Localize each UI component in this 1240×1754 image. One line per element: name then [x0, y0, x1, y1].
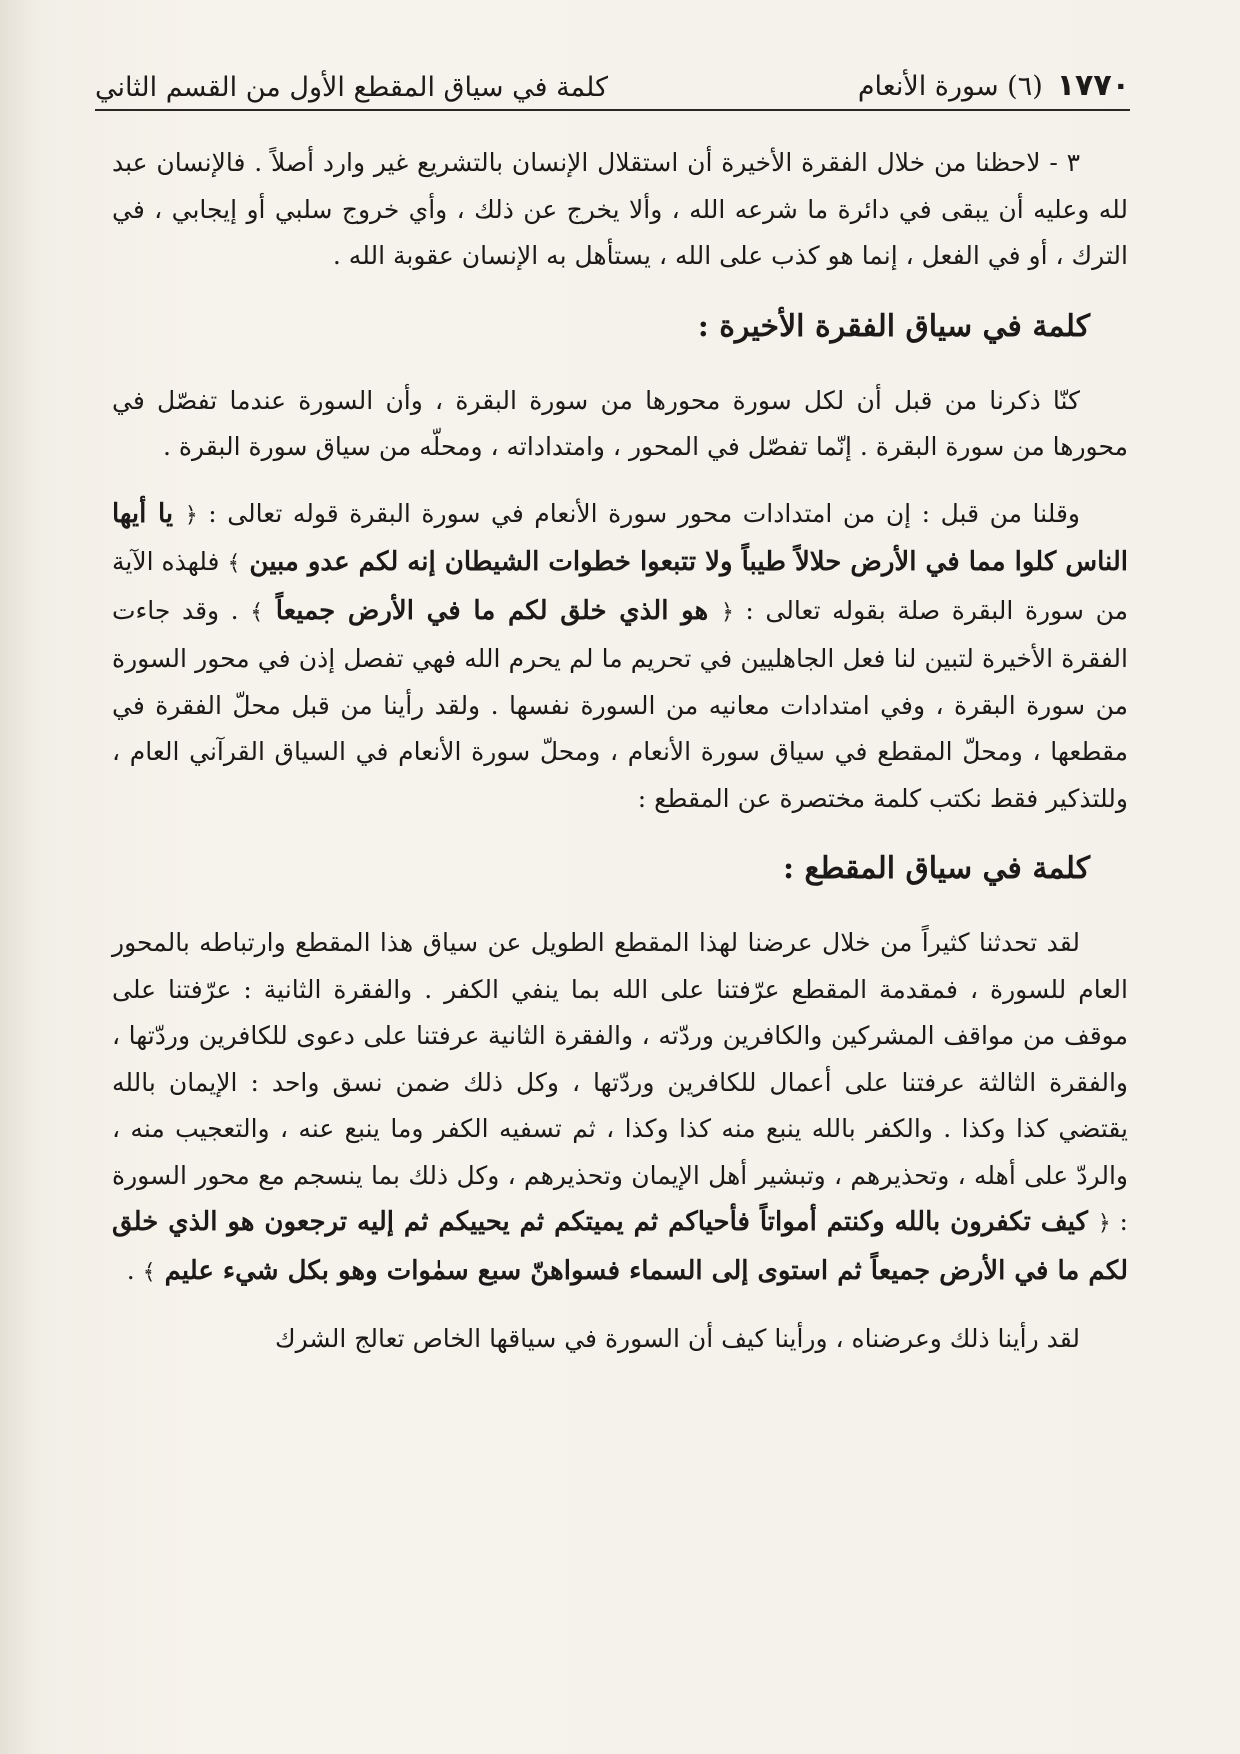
page-number: ١٧٧٠ [1056, 68, 1130, 103]
paragraph-3-text-2: فلهذه الآية من سورة البقرة صلة بقوله تعالى : [112, 547, 1128, 625]
quran-verse-2: هو الذي خلق لكم ما في الأرض جميعاً [263, 595, 721, 626]
header-page-info [858, 68, 1130, 103]
quran-open-bracket: ﴿ [720, 599, 734, 625]
quran-open-bracket: ﴿ [184, 502, 198, 528]
heading-section: كلمة في سياق المقطع : [782, 851, 1090, 886]
paragraph-3-text-1: وقلنا من قبل : إن من امتدادات محور سورة الأنعام في سورة البقرة قوله تعالى : [197, 498, 1080, 528]
heading-last-passage: كلمة في سياق الفقرة الأخيرة : [697, 308, 1090, 344]
page-body [112, 140, 1128, 1383]
paragraph-1: ٣ - لاحظنا من خلال الفقرة الأخيرة أن استقلال الإنسان بالتشريع غير وارد أصلاً . فالإنسان عبد لله وعليه أن يبقى في دائرة ما شرعه الله ، وألا يخرج عن ذلك ، وأي خروج سلبي أو إيجابي ، في الترك ، أو في الفعل ، إنما هو كذب على الله ، يستأهل به الإنسان عقوبة الله . [112, 148, 1128, 270]
quran-verse-3: كيف تكفرون بالله وكنتم أمواتاً فأحياكم ثم يميتكم ثم يحييكم ثم إليه ترجعون هو الذي خلق لكم ما في الأرض جميعاً ثم استوى إلى السماء فسواهنّ سبع سمٰوات وهو بكل شيء عليم [112, 1207, 1128, 1286]
paragraph-3 [112, 491, 1128, 823]
quran-open-bracket: ﴿ [1097, 1211, 1111, 1236]
paragraph-5: لقد رأينا ذلك وعرضناه ، ورأينا كيف أن السورة في سياقها الخاص تعالج الشرك [275, 1324, 1080, 1353]
running-header [95, 45, 1130, 111]
quran-close-bracket: ﴾ [142, 1259, 156, 1285]
paragraph-4-text-1: لقد تحدثنا كثيراً من خلال عرضنا لهذا المقطع الطويل عن سياق هذا المقطع وارتباطه بالمحور العام للسورة ، فمقدمة المقطع عرّفتنا على الله بما ينفي الكفر . والفقرة الثانية : عرّفتنا على موقف من مواقف المشركين والكافرين وردّته ، والفقرة الثانية عرفتنا على دعوى للكافرين وردّتها ، والفقرة الثالثة عرفتنا على أعمال للكافرين وردّتها ، وكل ذلك ضمن نسق واحد : الإيمان بالله يقتضي كذا وكذا . والكفر بالله ينبع منه كذا وكذا ، ثم تسفيه الكفر وما ينبع عنه ، والتعجيب منه ، والردّ على أهله ، وتحذيرهم ، وتبشير أهل الإيمان وتحذيرهم ، وكل ذلك بما ينسجم مع محور السورة : [112, 928, 1128, 1236]
paragraph-4-text-2: . [126, 1255, 143, 1285]
section-title: كلمة في سياق المقطع الأول من القسم الثاني [95, 72, 608, 103]
quran-close-bracket: ﴾ [227, 551, 241, 576]
paragraph-4 [112, 920, 1128, 1296]
quran-close-bracket: ﴾ [250, 599, 264, 625]
surah-name: (٦) سورة الأنعام [857, 71, 1043, 102]
paragraph-2: كنّا ذكرنا من قبل أن لكل سورة محورها من سورة البقرة ، وأن السورة عندما تفصّل في محورها من سورة البقرة . إنّما تفصّل في المحور ، وامتداداته ، ومحلّه من سياق سورة البقرة . [112, 385, 1128, 461]
quran-verse-1: يا أيها الناس كلوا مما في الأرض حلالاً طيباً ولا تتبعوا خطوات الشيطان إنه لكم عدو مبين [112, 498, 1128, 577]
paragraph-3-text-3: . وقد جاءت الفقرة الأخيرة لتبين لنا فعل الجاهليين في تحريم ما لم يحرم الله فهي تفصل إذن في محور السورة من سورة البقرة ، وفي امتدادات معانيه من السورة نفسها . ولقد رأينا من قبل محلّ الفقرة في مقطعها ، ومحلّ المقطع في سياق سورة الأنعام ، ومحلّ سورة الأنعام في السياق القرآني العام ، وللتذكير فقط نكتب كلمة مختصرة عن المقطع : [112, 595, 1128, 813]
